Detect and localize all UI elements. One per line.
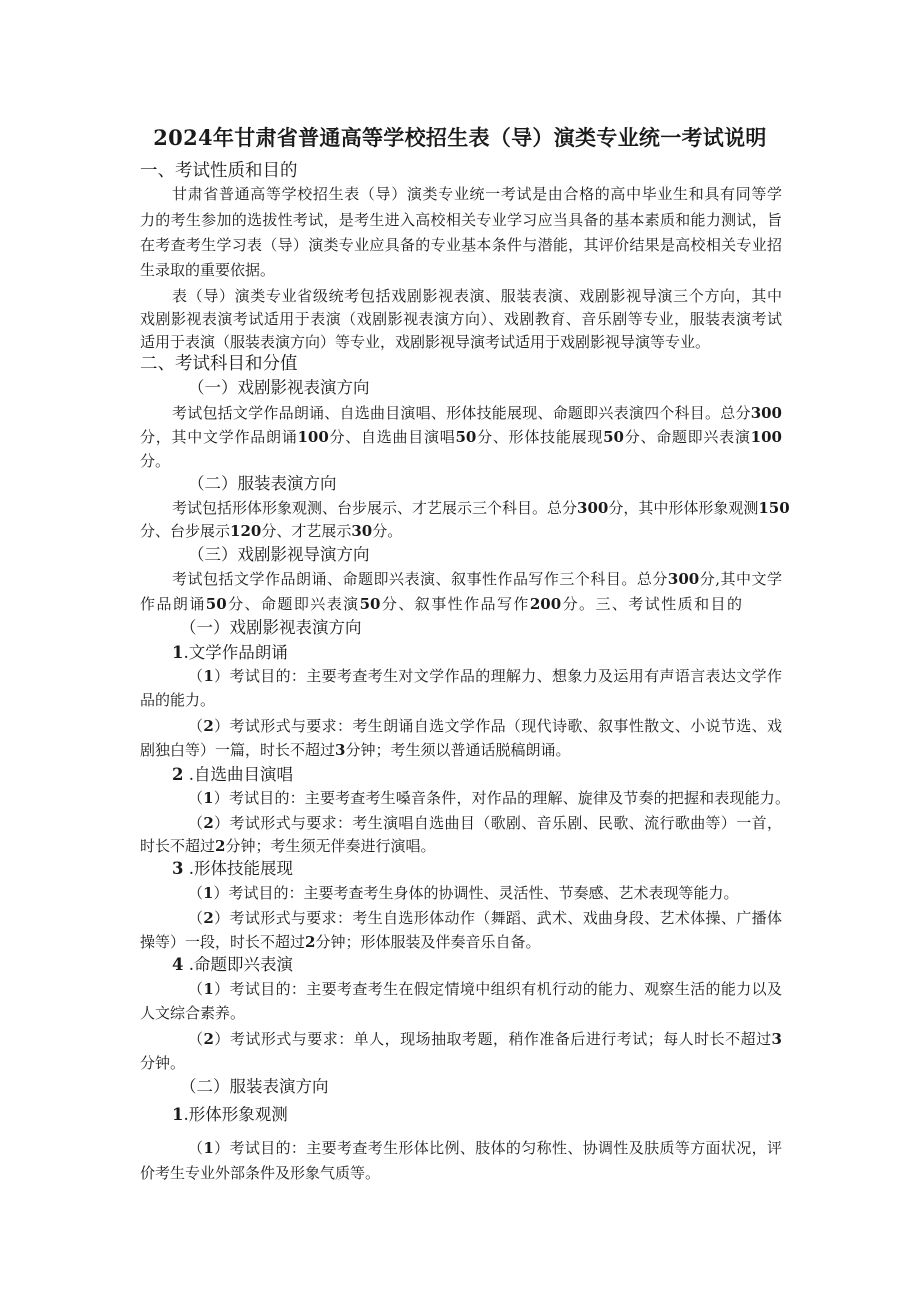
paragraph-line: 分，其中文学作品朗诵100分、自选曲目演唱50分、形体技能展现50分、命题即兴表演100 [140, 428, 782, 446]
paragraph-line: 戏剧影视表演考试适用于表演（戏剧影视表演方向）、戏剧教育、音乐剧等专业，服装表演考试 [140, 310, 782, 328]
paragraph-line: （2）考试形式与要求：考生演唱自选曲目（歌剧、音乐剧、民歌、流行歌曲等）一首， [188, 814, 782, 832]
subsection-heading: （一）戏剧影视表演方向 [180, 618, 362, 637]
paragraph-line: 力的考生参加的选拔性考试，是考生进入高校相关专业学习应当具备的基本素质和能力测试，旨 [140, 211, 782, 229]
paragraph-line: （1）考试目的：主要考查考生形体比例、肢体的匀称性、协调性及肤质等方面状况，评 [188, 1139, 782, 1157]
paragraph-line: 考试包括文学作品朗诵、命题即兴表演、叙事性作品写作三个科目。总分300分,其中文学 [172, 570, 782, 588]
paragraph-line: （2）考试形式与要求：考生朗诵自选文学作品（现代诗歌、叙事性散文、小说节选、戏 [188, 717, 782, 735]
paragraph-line: 分、台步展示120分、才艺展示30分。 [140, 522, 403, 540]
paragraph-line: 表（导）演类专业省级统考包括戏剧影视表演、服装表演、戏剧影视导演三个方向，其中 [172, 287, 782, 305]
item-heading: 1.文学作品朗诵 [172, 643, 288, 662]
item-heading: 1.形体形象观测 [172, 1105, 288, 1124]
subsection-heading: （一）戏剧影视表演方向 [188, 378, 370, 397]
subsection-heading: （二）服装表演方向 [180, 1077, 329, 1096]
paragraph-line: （1）考试目的：主要考查考生对文学作品的理解力、想象力及运用有声语言表达文学作 [188, 667, 782, 685]
section-heading-2: 二、考试科目和分值 [140, 354, 298, 374]
item-heading: 4 .命题即兴表演 [172, 955, 293, 974]
paragraph-line: 价考生专业外部条件及形象气质等。 [140, 1164, 381, 1182]
section-heading-1: 一、考试性质和目的 [140, 161, 298, 181]
paragraph-line: 时长不超过2分钟；考生须无伴奏进行演唱。 [140, 837, 436, 855]
paragraph-line: （2）考试形式与要求：单人，现场抽取考题，稍作准备后进行考试；每人时长不超过3 [188, 1030, 782, 1048]
paragraph-line: （1）考试目的：主要考查考生在假定情境中组织有机行动的能力、观察生活的能力以及 [188, 980, 782, 998]
subsection-heading: （二）服装表演方向 [188, 474, 337, 493]
paragraph-line: 在考查考生学习表（导）演类专业应具备的专业基本条件与潜能，其评价结果是高校相关专业招 [140, 236, 782, 254]
paragraph-line: 分。 [140, 452, 171, 470]
paragraph-line: （1）考试目的：主要考查考生嗓音条件，对作品的理解、旋律及节奏的把握和表现能力。 [188, 789, 790, 807]
paragraph-line: 操等）一段，时长不超过2分钟；形体服装及伴奏音乐自备。 [140, 933, 541, 951]
paragraph-line: 人文综合素养。 [140, 1004, 246, 1022]
paragraph-line: 作品朗诵50分、命题即兴表演50分、叙事性作品写作200分。三、考试性质和目的 [140, 595, 742, 613]
item-heading: 2 .自选曲目演唱 [172, 765, 293, 784]
paragraph-line: （1）考试目的：主要考查考生身体的协调性、灵活性、节奏感、艺术表现等能力。 [188, 884, 739, 902]
subsection-heading: （三）戏剧影视导演方向 [188, 545, 370, 564]
document-title: 2024年甘肃省普通高等学校招生表（导）演类专业统一考试说明 [153, 125, 767, 150]
paragraph-line: 分钟。 [140, 1054, 186, 1072]
paragraph-line: 甘肃省普通高等学校招生表（导）演类专业统一考试是由合格的高中毕业生和具有同等学 [172, 185, 782, 203]
paragraph-line: 适用于表演（服装表演方向）等专业，戏剧影视导演考试适用于戏剧影视导演等专业。 [140, 333, 711, 351]
paragraph-line: 考试包括文学作品朗诵、自选曲目演唱、形体技能展现、命题即兴表演四个科目。总分300 [172, 404, 782, 422]
item-heading: 3 .形体技能展现 [172, 859, 293, 878]
paragraph-line: 考试包括形体形象观测、台步展示、才艺展示三个科目。总分300分，其中形体形象观测150 [172, 499, 790, 517]
paragraph-line: （2）考试形式与要求：考生自选形体动作（舞蹈、武术、戏曲身段、艺术体操、广播体 [188, 909, 782, 927]
paragraph-line: 品的能力。 [140, 691, 216, 709]
paragraph-line: 剧独白等）一篇，时长不超过3分钟；考生须以普通话脱稿朗诵。 [140, 741, 571, 759]
paragraph-line: 生录取的重要依据。 [140, 261, 276, 279]
